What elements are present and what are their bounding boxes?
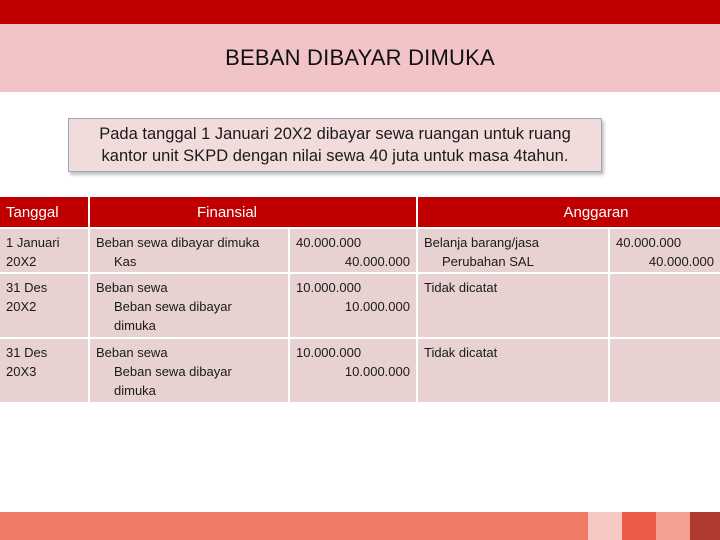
table-row [0,339,720,404]
debit-account: Belanja barang/jasa [424,235,539,250]
intro-line-2: kantor unit SKPD dengan nilai sewa 40 juta untuk masa 4tahun. [101,147,569,165]
anggaran-note: Tidak dicatat [424,345,498,360]
finansial-account-cell [90,339,290,404]
stripe-segment [656,512,690,540]
credit-account: dimuka [114,383,156,398]
credit-account: Perubahan SAL [442,254,534,269]
stripe-segment [588,512,622,540]
finansial-amount-cell [290,339,418,404]
debit-amount: 10.000.000 [296,280,362,295]
date-cell [0,339,90,404]
date-line: 20X3 [6,364,37,379]
debit-amount: 10.000.000 [296,345,362,360]
anggaran-account-cell [418,274,610,339]
credit-amount: 10.000.000 [344,299,410,314]
title-band [0,24,720,92]
debit-amount: 40.000.000 [296,235,362,250]
credit-account: dimuka [114,318,156,333]
stripe-segment [622,512,656,540]
credit-account: Beban sewa dibayar [114,364,232,379]
date-cell [0,274,90,339]
date-cell [0,229,90,274]
anggaran-amount-cell [610,274,720,339]
credit-amount: 10.000.000 [344,364,410,379]
credit-account: Beban sewa dibayar [114,299,232,314]
date-line: 20X2 [6,299,37,314]
intro-textbox [68,118,602,172]
stripe-segment [690,512,720,540]
header-anggaran: Anggaran [418,197,720,227]
anggaran-account-cell [418,339,610,404]
finansial-account-cell [90,229,290,274]
anggaran-amount-cell [610,339,720,404]
date-line: 31 Des [6,345,48,360]
table-row [0,229,720,274]
header-divider [88,197,90,227]
date-line: 20X2 [6,254,37,269]
date-line: 31 Des [6,280,48,295]
debit-account: Beban sewa dibayar dimuka [96,235,260,250]
debit-amount: 40.000.000 [616,235,682,250]
table-header [0,197,720,227]
credit-amount: 40.000.000 [648,254,714,269]
anggaran-account-cell [418,229,610,274]
bottom-decorative-stripe [0,512,720,540]
table-row [0,274,720,339]
intro-line-1: Pada tanggal 1 Januari 20X2 dibayar sewa ruangan untuk ruang [99,125,571,143]
stripe-segment [0,512,588,540]
header-finansial: Finansial [90,197,418,227]
anggaran-note: Tidak dicatat [424,280,498,295]
finansial-account-cell [90,274,290,339]
date-line: 1 Januari [6,235,60,250]
header-divider [416,197,418,227]
page-title: BEBAN DIBAYAR DIMUKA [225,45,495,70]
top-accent-bar [0,0,720,24]
credit-amount: 40.000.000 [344,254,410,269]
finansial-amount-cell [290,229,418,274]
header-tanggal: Tanggal [0,197,90,227]
debit-account: Beban sewa [96,345,168,360]
credit-account: Kas [114,254,137,269]
anggaran-amount-cell [610,229,720,274]
finansial-amount-cell [290,274,418,339]
debit-account: Beban sewa [96,280,168,295]
